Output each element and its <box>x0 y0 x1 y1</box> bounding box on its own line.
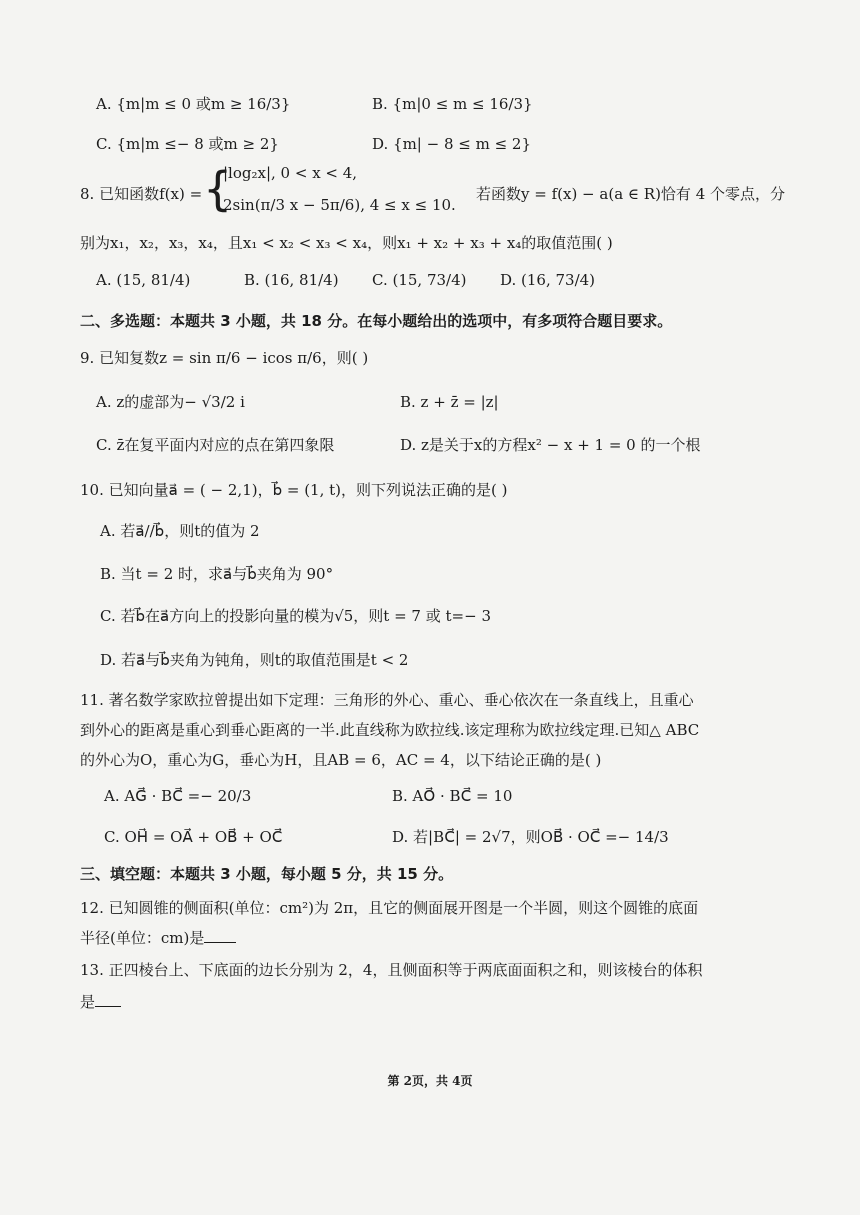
q11-stem-line1: 11. 著名数学家欧拉曾提出如下定理：三角形的外心、重心、垂心依次在一条直线上，且重心 <box>80 691 694 709</box>
q9-stem: 9. 已知复数z = sin π/6 − icos π/6，则( ) <box>80 349 369 367</box>
q8-option-c: C. (15, 73/4) <box>372 271 467 289</box>
piecewise-brace: { <box>203 162 233 216</box>
q11-option-c: C. OH⃗ = OA⃗ + OB⃗ + OC⃗ <box>104 828 283 846</box>
q9-option-a: A. z的虚部为− √3/2 i <box>96 393 245 411</box>
q7-option-c: C. {m|m ≤− 8 或m ≥ 2} <box>96 135 279 153</box>
section-heading-fill-in: 三、填空题：本题共 3 小题，每小题 5 分，共 15 分。 <box>80 865 454 883</box>
q11-option-a: A. AG⃗ · BC⃗ =− 20/3 <box>104 787 252 805</box>
q9-option-c: C. z̄在复平面内对应的点在第四象限 <box>96 436 335 454</box>
q12-stem-line2 <box>80 928 236 948</box>
q13-stem-line2-text: 是 <box>80 993 96 1011</box>
q8-option-d: D. (16, 73/4) <box>500 271 596 289</box>
q8-option-a: A. (15, 81/4) <box>96 271 191 289</box>
q7-option-b: B. {m|0 ≤ m ≤ 16/3} <box>372 95 533 113</box>
q8-stem-line2: 别为x₁，x₂，x₃，x₄，且x₁ < x₂ < x₃ < x₄，则x₁ + x₂ + x₃ + x₄的取值范围( ) <box>80 234 613 252</box>
q8-piece-1: |log₂x|, 0 < x < 4, <box>223 164 358 182</box>
page-number-footer: 第 2页，共 4页 <box>387 1074 473 1088</box>
q12-stem-line1: 12. 已知圆锥的侧面积(单位：cm²)为 2π，且它的侧面展开图是一个半圆，则这个圆锥的底面 <box>80 899 699 917</box>
q12-stem-line2-text: 半径(单位：cm)是 <box>80 929 205 947</box>
answer-blank <box>204 928 236 943</box>
q10-option-d: D. 若a⃗与b⃗夹角为钝角，则t的取值范围是t < 2 <box>100 651 409 669</box>
q11-stem-line2: 到外心的距离是重心到垂心距离的一半.此直线称为欧拉线.该定理称为欧拉线定理.已知△ ABC <box>80 721 700 739</box>
q8-piece-2: 2sin(π/3 x − 5π/6), 4 ≤ x ≤ 10. <box>223 196 456 214</box>
q8-stem-suffix: 若函数y = f(x) − a(a ∈ R)恰有 4 个零点，分 <box>476 185 786 203</box>
q8-stem-prefix: 8. 已知函数f(x) = <box>80 185 203 203</box>
q13-stem-line1: 13. 正四棱台上、下底面的边长分别为 2，4，且侧面积等于两底面面积之和，则该棱台的体积 <box>80 961 703 979</box>
q7-option-d: D. {m| − 8 ≤ m ≤ 2} <box>372 135 532 153</box>
answer-blank <box>95 992 121 1007</box>
q10-option-a: A. 若a⃗//b⃗，则t的值为 2 <box>100 522 260 540</box>
q10-option-b: B. 当t = 2 时，求a⃗与b⃗夹角为 90° <box>100 565 334 583</box>
q10-option-c: C. 若b⃗在a⃗方向上的投影向量的模为√5，则t = 7 或 t=− 3 <box>100 607 491 625</box>
section-heading-multiple-choice: 二、多选题：本题共 3 小题，共 18 分。在每小题给出的选项中，有多项符合题目要求。 <box>80 312 673 330</box>
q11-stem-line3: 的外心为O，重心为G，垂心为H，且AB = 6，AC = 4，以下结论正确的是( ) <box>80 751 602 769</box>
q9-option-b: B. z + z̄ = |z| <box>400 393 499 411</box>
q8-option-b: B. (16, 81/4) <box>244 271 339 289</box>
q11-option-d: D. 若|BC⃗| = 2√7，则OB⃗ · OC⃗ =− 14/3 <box>392 828 669 846</box>
q11-option-b: B. AO⃗ · BC⃗ = 10 <box>392 787 513 805</box>
q9-option-d: D. z是关于x的方程x² − x + 1 = 0 的一个根 <box>400 436 701 454</box>
q13-stem-line2 <box>80 992 121 1012</box>
q7-option-a: A. {m|m ≤ 0 或m ≥ 16/3} <box>96 95 291 113</box>
q10-stem: 10. 已知向量a⃗ = ( − 2,1)，b⃗ = (1, t)，则下列说法正确的是( ) <box>80 481 508 499</box>
